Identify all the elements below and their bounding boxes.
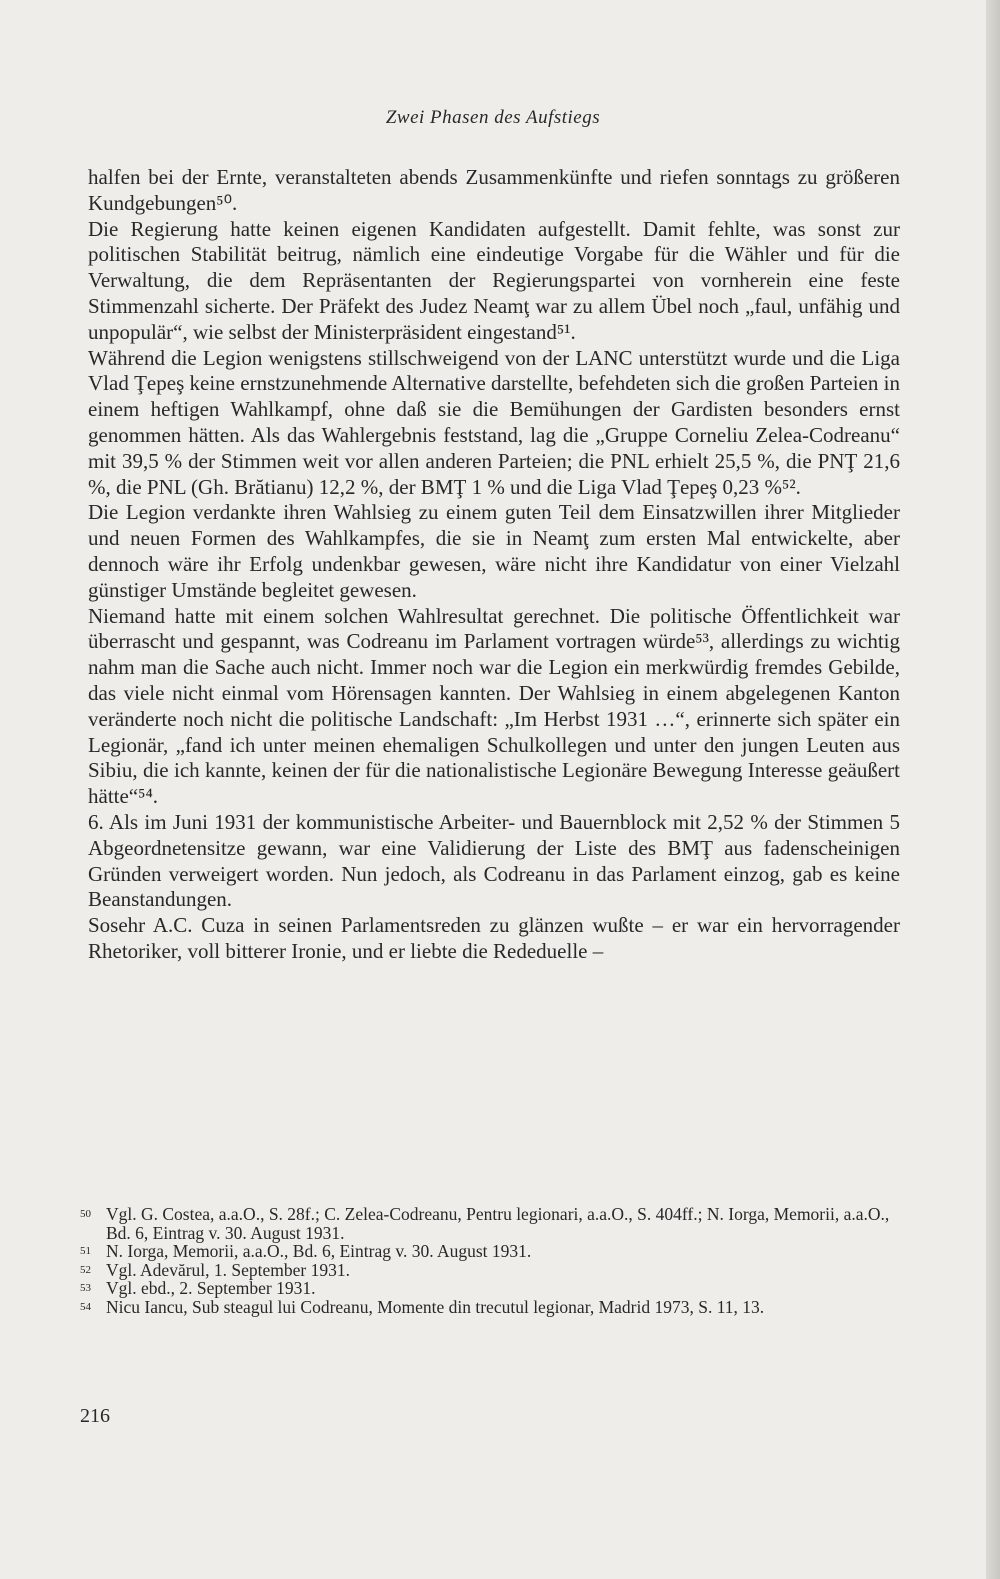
footnote-number: 51: [80, 1245, 91, 1257]
footnote: [80, 1298, 902, 1317]
footnote-text: N. Iorga, Memorii, a.a.O., Bd. 6, Eintrag v. 30. August 1931.: [106, 1241, 532, 1261]
paragraph-6: 6. Als im Juni 1931 der kommunistische Arbeiter- und Bauernblock mit 2,52 % der Stimmen 5 Abgeordnetensitze gewann, war eine Validierung der Liste des BMŢ aus fadenscheinigen Gründen verweigert worden. Nun jedoch, als Codreanu in das Parlament einzog, gab es keine Beanstandungen.: [88, 809, 900, 912]
paragraph-7: Sosehr A.C. Cuza in seinen Parlamentsreden zu glänzen wußte – er war ein hervorragender Rhetoriker, voll bitterer Ironie, und er liebte die Rededuelle –: [88, 913, 900, 963]
footnotes: [80, 1205, 902, 1316]
footnote: [80, 1242, 902, 1261]
paragraph-3: Während die Legion wenigstens stillschweigend von der LANC unterstützt wurde und die Liga Vlad Ţepeş keine ernstzunehmende Alternative darstellte, befehdeten sich die großen Parteien in einem heftigen Wahlkampf, ohne daß sie die Bemühungen der Gardisten besonders ernst genommen hätten. Als das Wahlergebnis feststand, lag die „Gruppe Corneliu Zelea-Codreanu“ mit 39,5 % der Stimmen weit vor allen anderen Parteien; die PNL erhielt 25,5 %, die PNŢ 21,6 %, die PNL (Gh. Brătianu) 12,2 %, der BMŢ 1 % und die Liga Vlad Ţepeş 0,23 %⁵².: [88, 345, 900, 499]
running-header: Zwei Phasen des Aufstiegs: [385, 107, 601, 128]
footnote: [80, 1261, 902, 1280]
footnote: [80, 1205, 902, 1242]
paragraph-5: Niemand hatte mit einem solchen Wahlresultat gerechnet. Die politische Öffentlichkeit war überrascht und gespannt, was Codreanu im Parlament vortragen würde⁵³, allerdings zu wichtig nahm man die Sache auch nicht. Immer noch war die Legion ein merkwürdig fremdes Gebilde, das viele nicht einmal vom Hörensagen kannten. Der Wahlsieg in einem abgelegenen Kanton veränderte noch nicht die politische Landschaft: „Im Herbst 1931 …“, erinnerte sich später ein Legionär, „fand ich unter meinen ehemaligen Schulkollegen und unter den jungen Leuten aus Sibiu, die ich kannte, keinen der für die nationalistische Legionäre Bewegung Interesse geäußert hätte“⁵⁴.: [88, 603, 900, 809]
paragraph-4: Die Legion verdankte ihren Wahlsieg zu einem guten Teil dem Einsatzwillen ihrer Mitglieder und neuen Formen des Wahlkampfes, die sie in Neamţ zum ersten Mal entwickelte, aber dennoch wäre ihr Erfolg undenkbar gewesen, wäre nicht ihre Kandidatur von einer Vielzahl günstiger Umstände begleitet gewesen.: [88, 500, 900, 602]
paragraph-1: halfen bei der Ernte, veranstalteten abends Zusammenkünfte und riefen sonntags zu größeren Kundgebungen⁵⁰.: [88, 165, 900, 215]
footnote-number: 54: [80, 1300, 91, 1313]
footnote-text: Vgl. Adevărul, 1. September 1931.: [106, 1259, 350, 1280]
body-text: [88, 165, 900, 965]
page-number: 216: [80, 1405, 110, 1427]
footnote-text: Vgl. ebd., 2. September 1931.: [106, 1278, 316, 1298]
footnote: [80, 1279, 902, 1298]
paragraph-2: Die Regierung hatte keinen eigenen Kandidaten aufgestellt. Damit fehlte, was sonst zur politischen Stabilität beitrug, nämlich eine eindeutige Vorgabe für die Wähler und für die Verwaltung, die dem Repräsentanten der Regierungspartei von vornherein eine feste Stimmenzahl sicherte. Der Präfekt des Judez Neamţ war zu allem Übel noch „faul, unfähig und unpopulär“, wie selbst der Ministerpräsident eingestand⁵¹.: [88, 216, 900, 344]
footnote-number: 53: [80, 1282, 91, 1294]
footnote-text: Vgl. G. Costea, a.a.O., S. 28f.; C. Zelea-Codreanu, Pentru legionari, a.a.O., S. 404ff.; N. Iorga, Memorii, a.a.O., Bd. 6, Eintrag v. 30. August 1931.: [106, 1204, 890, 1243]
footnote-text: Nicu Iancu, Sub steagul lui Codreanu, Momente din trecutul legionar, Madrid 1973, S. 11, 13.: [106, 1296, 765, 1317]
book-gutter: [986, 0, 1000, 1579]
footnote-number: 52: [80, 1263, 91, 1276]
footnote-number: 50: [80, 1208, 91, 1220]
